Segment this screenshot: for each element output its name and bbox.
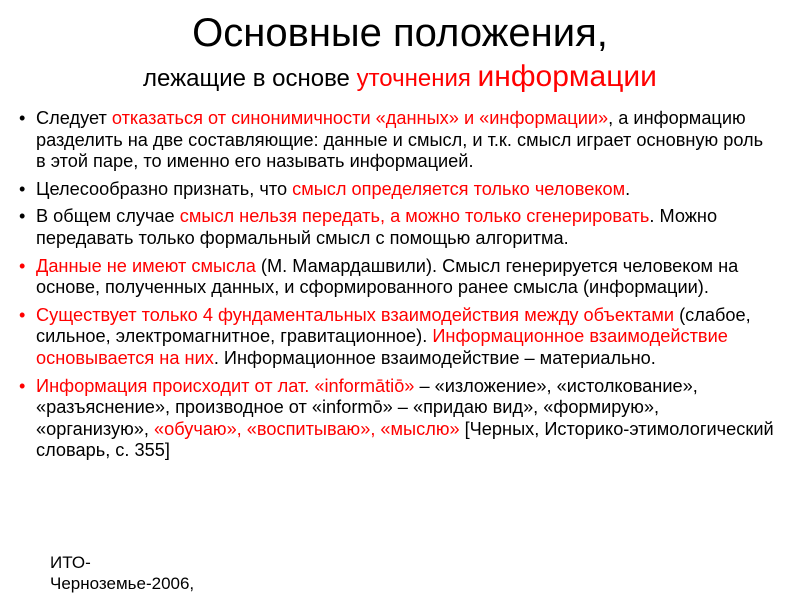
bullet-text: В общем случае (36, 206, 180, 227)
bullet-item-1 (16, 108, 776, 173)
bullet-highlight: Существует только 4 фундаментальных взаимодействия между объектами (36, 304, 675, 325)
bullet-item-2 (16, 179, 776, 201)
subtitle-highlight-1: уточнения (356, 65, 471, 92)
bullet-highlight: Информационное взаимодействие основывается на них (36, 326, 728, 368)
bullet-text: Целесообразно признать, что (36, 178, 293, 199)
bullet-text: Следует (36, 108, 112, 128)
footer-line-1: ИТО- (50, 553, 91, 572)
bullet-dot-icon: • (19, 178, 26, 199)
bullet-highlight: смысл определяется только человеком (292, 178, 626, 199)
bullet-text: . (625, 178, 631, 199)
bullet-text: . Информационное взаимодействие – материально. (213, 347, 656, 368)
bullet-dot-icon: • (19, 255, 26, 276)
bullet-highlight: «обучаю», «воспитываю», «мыслю» (154, 418, 460, 439)
bullet-dot-icon: • (19, 206, 26, 227)
bullet-item-4 (16, 256, 776, 299)
bullet-item-5 (16, 305, 776, 370)
bullet-text: , а информацию разделить на две составляющие: данные и смысл, и т.к. смысл играет основную роль в этой паре, то именно его называть информацией. (36, 108, 764, 172)
slide-subtitle (0, 62, 800, 94)
bullet-item-6 (16, 376, 776, 462)
bullet-dot-icon: • (19, 304, 26, 325)
bullet-list (16, 108, 776, 468)
bullet-item-3 (16, 206, 776, 249)
bullet-highlight: смысл нельзя передать, а можно только сгенерировать (179, 206, 650, 227)
footer-line-2: Черноземье-2006, (50, 574, 195, 593)
bullet-text: (М. Мамардашвили). Смысл генерируется человеком на основе, полученных данных, и сформированного ранее смысла (информации). (36, 255, 739, 298)
bullet-dot-icon: • (19, 108, 26, 128)
footer-note (50, 552, 194, 594)
bullet-highlight: Информация происходит от лат. «informātiō» (36, 375, 415, 396)
slide-title: Основные положения, (192, 11, 608, 55)
subtitle-highlight-2: информации (477, 60, 657, 93)
bullet-dot-icon: • (19, 375, 26, 396)
bullet-text: (слабое, сильное, электромагнитное, гравитационное). (36, 304, 751, 347)
subtitle-prefix: лежащие в основе (143, 65, 357, 92)
bullet-highlight: отказаться от синонимичности «данных» и «информации» (111, 108, 609, 128)
bullet-text: [Черных, Историко-этимологический словарь, с. 355] (36, 418, 774, 461)
bullet-text: . Можно передавать только формальный смысл с помощью алгоритма. (36, 206, 718, 248)
bullet-highlight: Данные не имеют смысла (36, 255, 256, 276)
bullet-text: – «изложение», «истолкование», «разъяснение», производное от «informō» – «придаю вид», «формирую», «организую», (36, 375, 698, 439)
